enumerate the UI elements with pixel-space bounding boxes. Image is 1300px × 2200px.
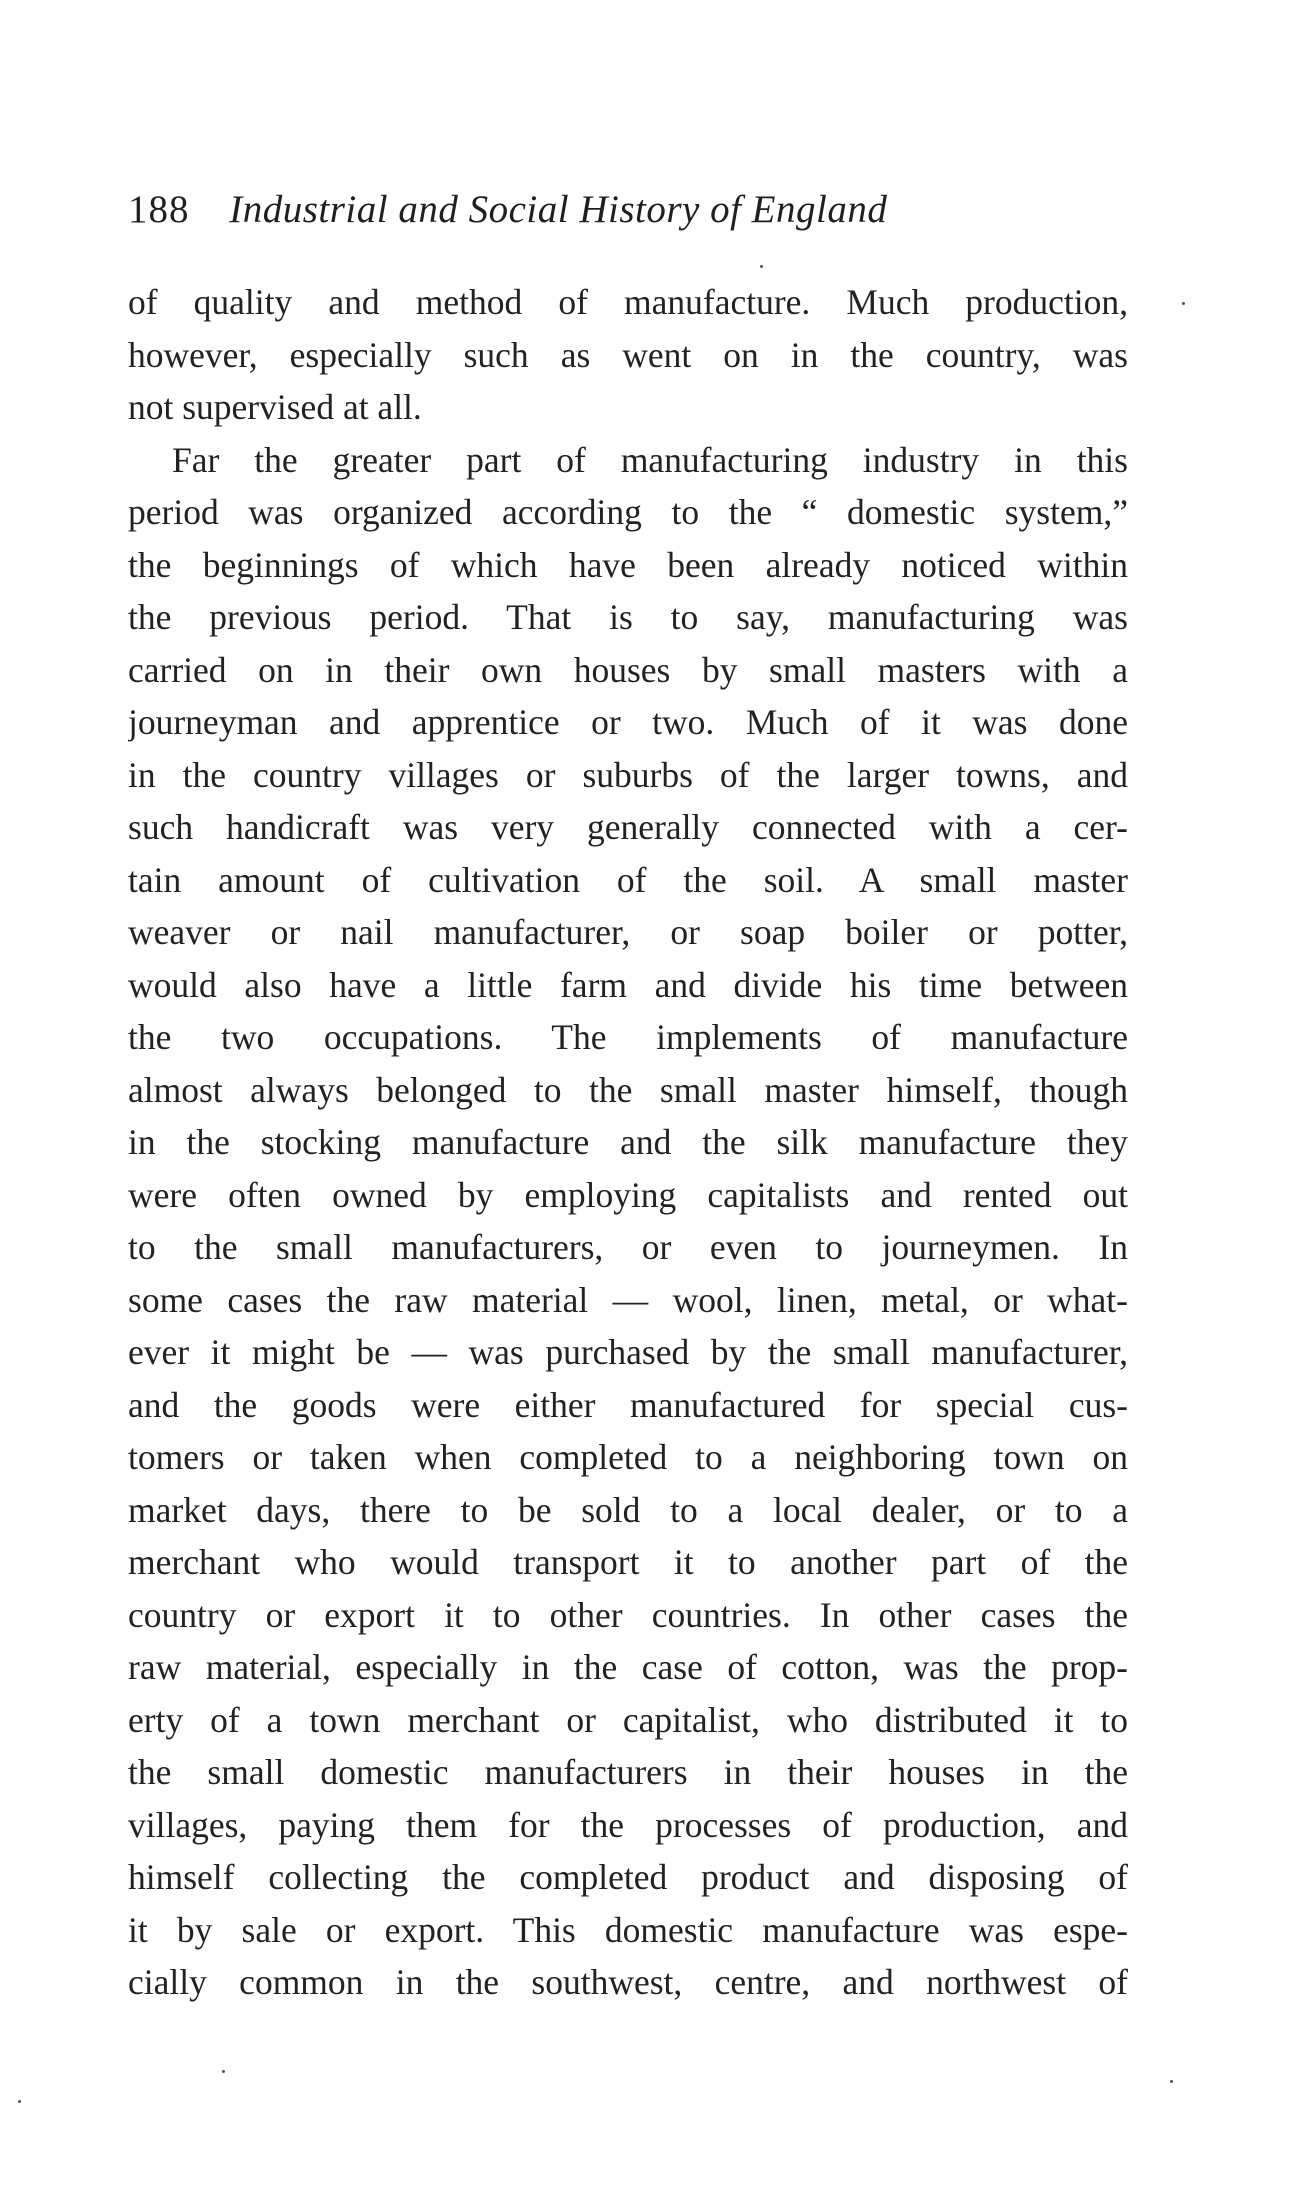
text-line: were often owned by employing capitalists and rented out xyxy=(128,1174,1128,1215)
body-text xyxy=(128,276,1128,2009)
text-line: the beginnings of which have been already noticed within xyxy=(128,544,1128,585)
text-line: raw material, especially in the case of cotton, was the prop- xyxy=(128,1647,1128,1687)
text-line: journeyman and apprentice or two. Much of it was done xyxy=(128,702,1128,742)
text-line: such handicraft was very generally connected with a cer- xyxy=(128,807,1128,847)
print-speck xyxy=(760,265,763,268)
text-line: weaver or nail manufacturer, or soap boiler or potter, xyxy=(128,912,1128,952)
text-line: almost always belonged to the small master himself, though xyxy=(128,1069,1128,1110)
text-line: would also have a little farm and divide his time between xyxy=(128,964,1128,1005)
text-line: ever it might be — was purchased by the small manufacturer, xyxy=(128,1332,1128,1372)
text-line: period was organized according to the “ domestic system,” xyxy=(128,492,1128,532)
text-line: in the stocking manufacture and the silk manufacture they xyxy=(128,1122,1128,1162)
text-line: not supervised at all. xyxy=(128,387,422,427)
paragraph-2 xyxy=(128,434,1128,2009)
text-line: however, especially such as went on in the country, was xyxy=(128,334,1128,375)
text-line: and the goods were either manufactured for special cus- xyxy=(128,1384,1128,1425)
text-line: it by sale or export. This domestic manufacture was espe- xyxy=(128,1909,1128,1950)
text-line: country or export it to other countries. In other cases the xyxy=(128,1594,1128,1635)
text-line: merchant who would transport it to another part of the xyxy=(128,1542,1128,1582)
text-line: tomers or taken when completed to a neighboring town on xyxy=(128,1437,1128,1477)
text-line: of quality and method of manufacture. Much production, xyxy=(128,282,1128,322)
print-speck xyxy=(1182,302,1185,305)
print-speck xyxy=(1170,2080,1173,2083)
running-title: Industrial and Social History of England xyxy=(229,188,888,231)
text-line: himself collecting the completed product and disposing of xyxy=(128,1857,1128,1897)
text-line: villages, paying them for the processes of production, and xyxy=(128,1804,1128,1845)
print-speck xyxy=(18,2100,21,2103)
text-line: erty of a town merchant or capitalist, who distributed it to xyxy=(128,1699,1128,1740)
text-line: market days, there to be sold to a local dealer, or to a xyxy=(128,1489,1128,1530)
print-speck xyxy=(222,2070,225,2073)
text-line: carried on in their own houses by small masters with a xyxy=(128,649,1128,690)
page-header xyxy=(128,180,1128,240)
text-line: the two occupations. The implements of manufacture xyxy=(128,1017,1128,1057)
text-line: Far the greater part of manufacturing industry in this xyxy=(172,439,1128,480)
page-number: 188 xyxy=(128,188,190,231)
text-line: the small domestic manufacturers in their houses in the xyxy=(128,1752,1128,1792)
text-line: in the country villages or suburbs of the larger towns, and xyxy=(128,754,1128,795)
text-line: cially common in the southwest, centre, and northwest of xyxy=(128,1962,1128,2002)
text-line: some cases the raw material — wool, linen, metal, or what- xyxy=(128,1279,1128,1320)
text-line: tain amount of cultivation of the soil. A small master xyxy=(128,859,1128,900)
text-line: to the small manufacturers, or even to journeymen. In xyxy=(128,1227,1128,1267)
text-line: the previous period. That is to say, manufacturing was xyxy=(128,597,1128,637)
paragraph-1 xyxy=(128,276,1128,434)
